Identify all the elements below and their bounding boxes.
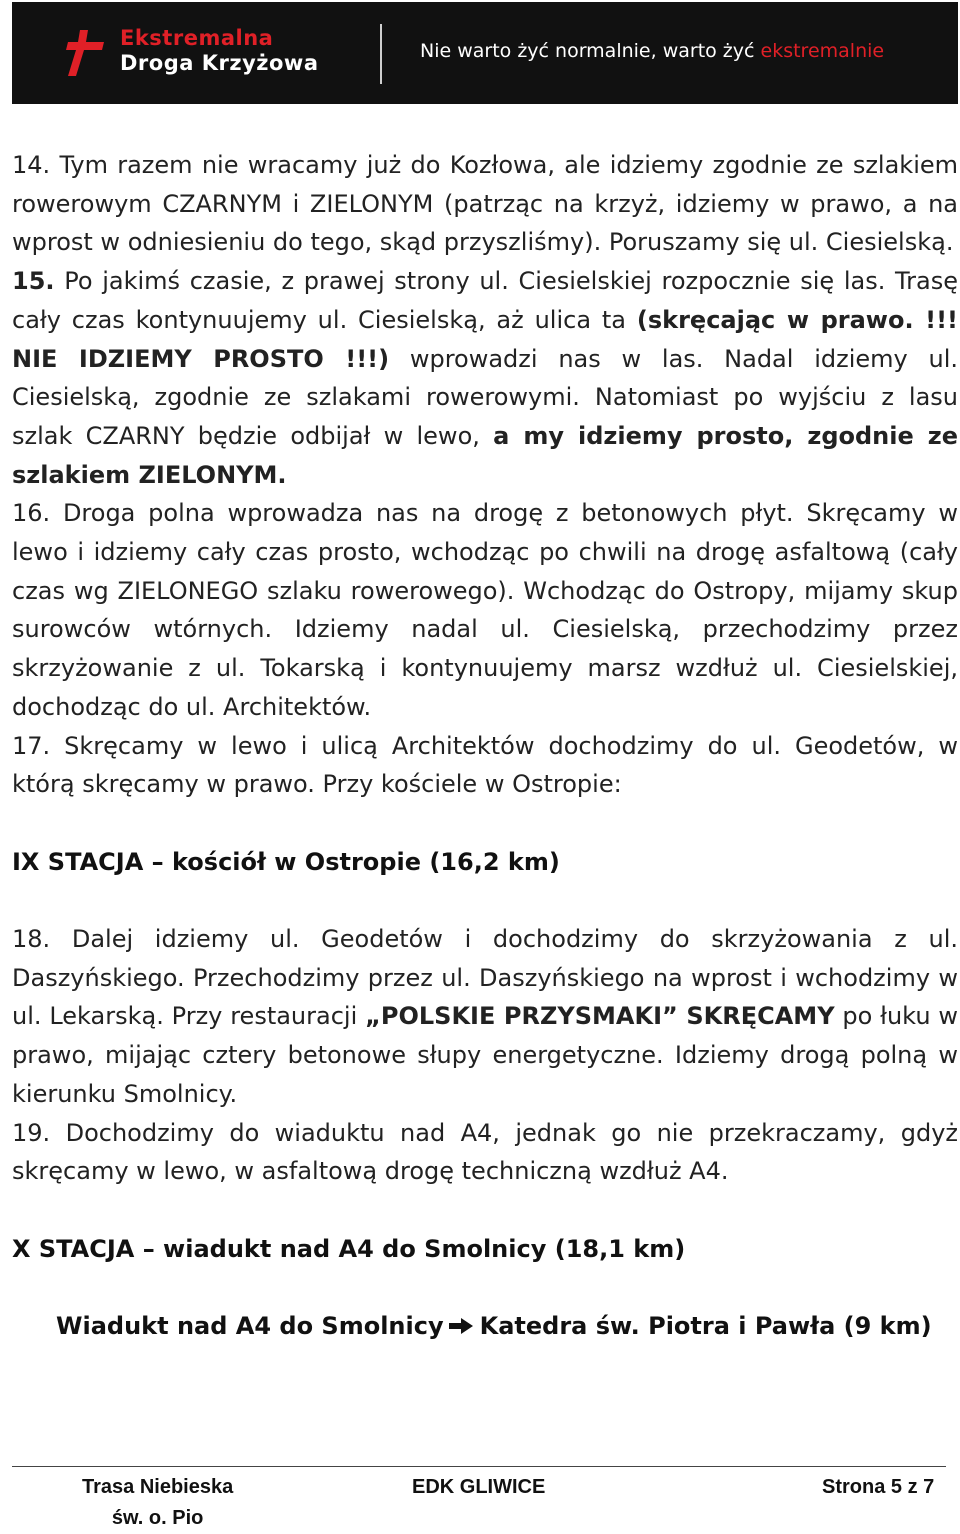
footer-organizer: EDK GLIWICE bbox=[412, 1476, 546, 1498]
tagline-prefix: Nie warto żyć normalnie, warto żyć bbox=[420, 40, 761, 62]
logo-line-2: Droga Krzyżowa bbox=[120, 51, 319, 75]
footer-page-number: Strona 5 z 7 bbox=[822, 1476, 935, 1498]
paragraph-15-text-a: Po jakimś czasie, z prawej strony ul. Ciesielskiej rozpocznie się las. Trasę cały czas kontynuujemy ul. Ciesielską, aż ulica ta bbox=[12, 267, 958, 334]
footer-route-name bbox=[82, 1472, 233, 1534]
paragraph-15 bbox=[12, 262, 958, 494]
header-banner bbox=[12, 2, 958, 104]
paragraph-17: 17. Skręcamy w lewo i ulicą Architektów dochodzimy do ul. Geodetów, w którą skręcamy w prawo. Przy kościele w Ostropie: bbox=[12, 731, 958, 799]
paragraph-16: 16. Droga polna wprowadza nas na drogę z betonowych płyt. Skręcamy w lewo i idziemy cały czas prosto, wchodząc po chwili na drogę asfaltową (cały czas wg ZIELONEGO szlaku rowerowego). Wchodząc do Ostropy, mijamy skup surowców wtórnych. Idziemy nadal ul. Ciesielską, przechodzimy przez skrzyżowanie z ul. Tokarską i kontynuujemy marsz wzdłuż ul. Ciesielskiej, dochodząc do ul. Architektów. bbox=[12, 499, 958, 721]
spacer bbox=[12, 881, 958, 920]
banner-divider bbox=[380, 24, 382, 84]
spacer bbox=[12, 1191, 958, 1230]
paragraph-18-text-c: po łuku w prawo, mijając cztery betonowe słupy energetyczne. Idziemy drogą polną w kierunku Smolnicy. bbox=[12, 1002, 959, 1108]
logo-wordmark bbox=[120, 28, 319, 74]
cross-logo-icon bbox=[64, 28, 108, 78]
paragraph-15-number: 15. bbox=[12, 267, 55, 296]
paragraph-15-text-c: wprowadzi nas w las. Nadal idziemy ul. Ciesielską, zgodnie ze szlakami rowerowymi. Natomiast po wyjściu z lasu szlak CZARNY będzie odbijał w lewo, bbox=[12, 344, 958, 450]
station-10-heading: X STACJA – wiadukt nad A4 do Smolnicy (18,1 km) bbox=[12, 1234, 686, 1263]
footer-route-line-2: św. o. Pio bbox=[111, 1507, 204, 1529]
paragraph-15-emphasis: a my idziemy prosto, zgodnie ze szlakiem ZIELONYM. bbox=[12, 421, 958, 489]
route-from: Wiadukt nad A4 do Smolnicy bbox=[56, 1312, 444, 1341]
logo-line-1: Ekstremalna bbox=[120, 26, 274, 50]
station-9-heading: IX STACJA – kościół w Ostropie (16,2 km) bbox=[12, 847, 560, 876]
footer-divider bbox=[12, 1466, 946, 1467]
footer-route-line-1: Trasa Niebieska bbox=[82, 1476, 234, 1498]
paragraph-18 bbox=[12, 920, 958, 1114]
route-segment bbox=[56, 1307, 958, 1346]
paragraph-18-restaurant: „POLSKIE PRZYSMAKI” SKRĘCAMY bbox=[365, 1002, 835, 1031]
route-to: Katedra św. Piotra i Pawła (9 km) bbox=[479, 1312, 932, 1341]
paragraph-15-warning: (skręcając w prawo. !!! NIE IDZIEMY PROSTO !!!) bbox=[12, 305, 958, 373]
right-arrow-icon bbox=[448, 1317, 474, 1335]
tagline-accent: ekstremalnie bbox=[760, 40, 885, 62]
paragraph-19: 19. Dochodzimy do wiaduktu nad A4, jednak go nie przekraczamy, gdyż skręcamy w lewo, w asfaltową drogę techniczną wzdłuż A4. bbox=[12, 1118, 958, 1186]
document-body bbox=[12, 146, 958, 1346]
paragraph-18-text-a: 18. Dalej idziemy ul. Geodetów i dochodzimy do skrzyżowania z ul. Daszyńskiego. Przechodzimy przez ul. Daszyńskiego na wprost i wchodzimy w ul. Lekarską. Przy restauracji bbox=[12, 925, 958, 1031]
paragraph-14: 14. Tym razem nie wracamy już do Kozłowa, ale idziemy zgodnie ze szlakiem rowerowym CZARNYM i ZIELONYM (patrząc na krzyż, idziemy w prawo, a na wprost w odniesieniu do tego, skąd przyszliśmy). Poruszamy się ul. Ciesielską. bbox=[12, 151, 958, 257]
spacer bbox=[12, 804, 958, 843]
spacer bbox=[12, 1268, 958, 1307]
tagline bbox=[420, 40, 884, 62]
